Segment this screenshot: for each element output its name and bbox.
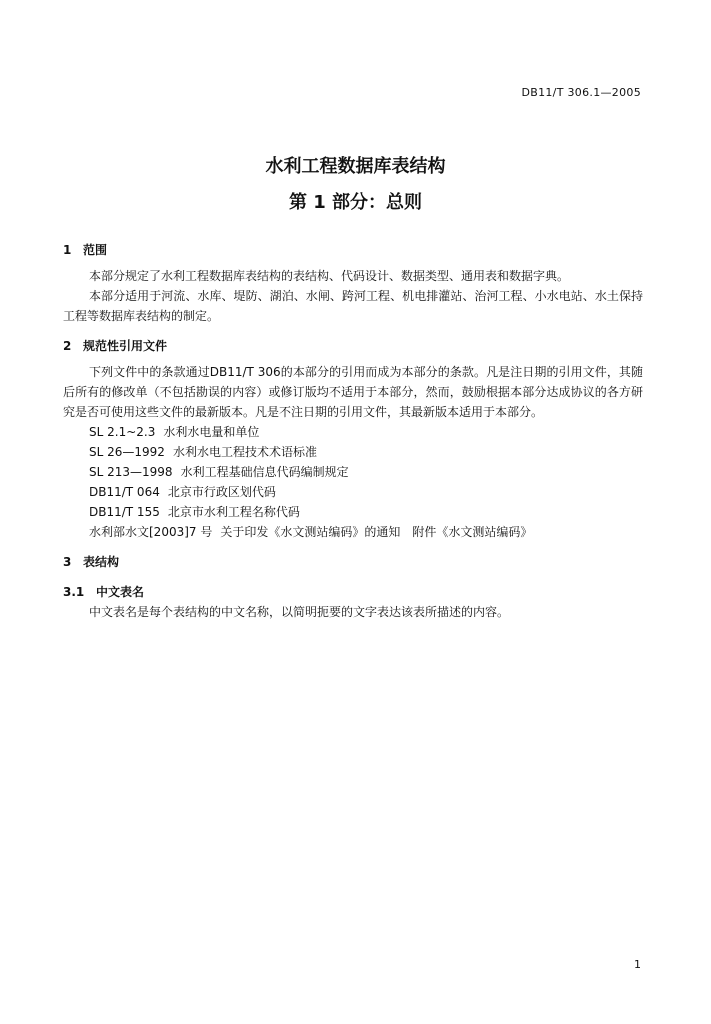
- reference-code: DB11/T 155: [89, 505, 160, 519]
- section-number: 3: [63, 555, 72, 569]
- document-title: 水利工程数据库表结构: [265, 156, 446, 177]
- section-heading-scope: [63, 240, 643, 260]
- reference-name: 水利水电工程技术术语标准: [172, 445, 317, 459]
- section-number: 2: [63, 339, 72, 353]
- paragraph: 下列文件中的条款通过DB11/T 306的本部分的引用而成为本部分的条款。凡是注日期的引用文件，其随后所有的修改单（不包括勘误的内容）或修订版均不适用于本部分，然而，鼓励根据本部分达成协议的各方研究是否可使用这些文件的最新版本。凡是不注日期的引用文件，其最新版本适用于本部分。: [63, 365, 643, 419]
- reference-name: 水利水电量和单位: [163, 425, 260, 439]
- list-item: [63, 482, 643, 502]
- section-heading-table-structure: [63, 552, 643, 572]
- reference-name: 水利工程基础信息代码编制规定: [180, 465, 349, 479]
- document-subtitle: 第 1 部分：总则: [288, 192, 423, 213]
- reference-code: SL 213—1998: [89, 465, 173, 479]
- reference-name: 关于印发《水文测站编码》的通知 附件《水文测站编码》: [220, 525, 533, 539]
- subsection-number: 3.1: [63, 585, 85, 599]
- document-body: [63, 240, 643, 622]
- reference-list: [63, 422, 643, 542]
- section-title: 范围: [83, 243, 108, 257]
- reference-name: 北京市水利工程名称代码: [167, 505, 300, 519]
- reference-code: SL 2.1~2.3: [89, 425, 156, 439]
- section-number: 1: [63, 243, 72, 257]
- reference-code: SL 26—1992: [89, 445, 165, 459]
- paragraph: 本部分规定了水利工程数据库表结构的表结构、代码设计、数据类型、通用表和数据字典。: [89, 269, 570, 283]
- document-code: DB11/T 306.1—2005: [521, 86, 641, 99]
- subsection-title: 中文表名: [96, 585, 145, 599]
- list-item: [63, 522, 643, 542]
- paragraph: 中文表名是每个表结构的中文名称，以简明扼要的文字表达该表所描述的内容。: [89, 605, 510, 619]
- list-item: [63, 422, 643, 442]
- reference-name: 北京市行政区划代码: [167, 485, 276, 499]
- section-heading-normative-references: [63, 336, 643, 356]
- subsection-heading-chinese-table-name: [63, 582, 643, 602]
- reference-code: 水利部水文[2003]7 号: [89, 525, 213, 539]
- section-title: 规范性引用文件: [83, 339, 168, 353]
- list-item: [63, 442, 643, 462]
- page-number: 1: [634, 958, 641, 971]
- paragraph: 本部分适用于河流、水库、堤防、湖泊、水闸、跨河工程、机电排灌站、治河工程、小水电站、水土保持工程等数据库表结构的制定。: [63, 289, 643, 323]
- list-item: [63, 462, 643, 482]
- list-item: [63, 502, 643, 522]
- reference-code: DB11/T 064: [89, 485, 160, 499]
- section-title: 表结构: [83, 555, 120, 569]
